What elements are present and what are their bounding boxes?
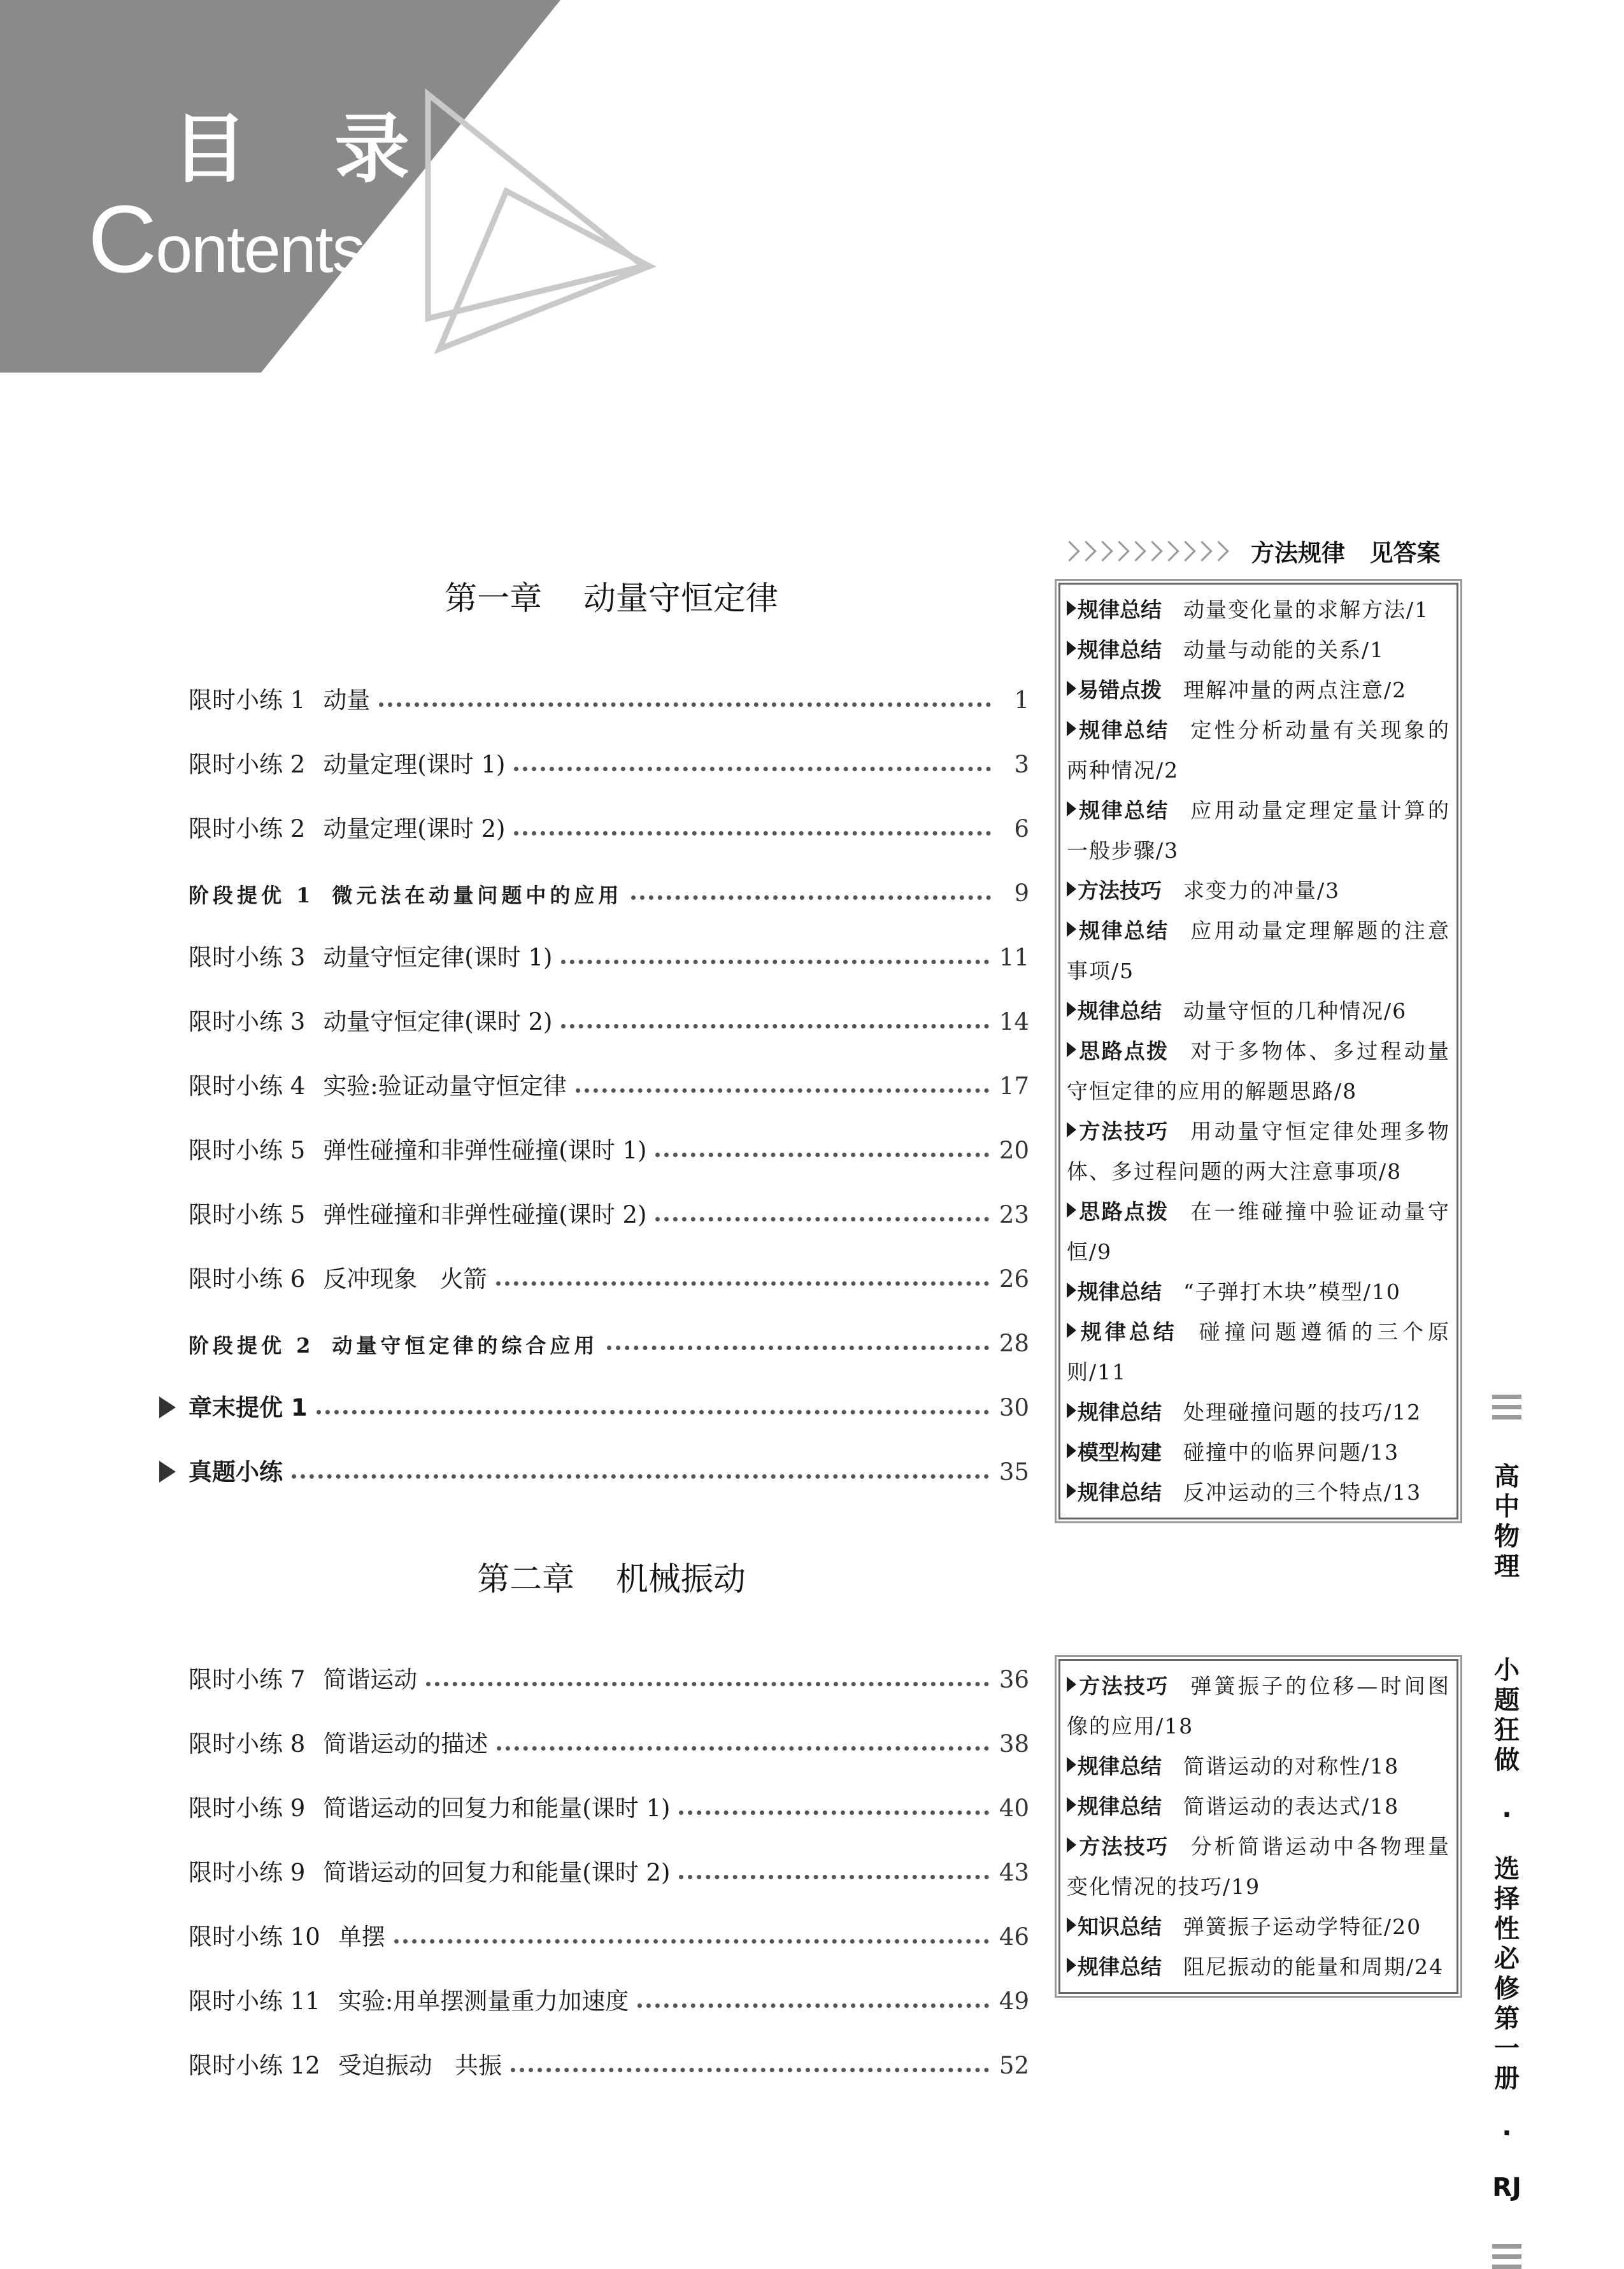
- method-entry-category: 思路点拨: [1078, 1199, 1169, 1224]
- chapter-1-title: 第一章 动量守恒定律: [445, 580, 778, 618]
- toc-row[interactable]: [189, 934, 1029, 972]
- method-entry: [1067, 1947, 1450, 1987]
- triangle-bullet-icon: [1067, 1443, 1076, 1458]
- method-entry-text: 弹簧振子运动学特征/20: [1183, 1914, 1422, 1939]
- dot-leader: [679, 1875, 988, 1879]
- spine-text: [1489, 1432, 1525, 2233]
- page-title: 目 录: [172, 105, 441, 193]
- dot-leader: [679, 1810, 988, 1815]
- dot-leader: [317, 1410, 989, 1414]
- toc-row-label: 限时小练 4: [189, 1072, 306, 1100]
- method-entry-category: 规律总结: [1078, 1754, 1162, 1779]
- toc-row-title: 单摆: [338, 1923, 385, 1951]
- dot-leader: [426, 1682, 989, 1686]
- method-entry-category: 规律总结: [1078, 1319, 1178, 1344]
- toc-row[interactable]: [189, 805, 1029, 843]
- toc-row-label: 限时小练 1: [189, 686, 306, 714]
- triangle-bullet-icon: [1067, 1677, 1076, 1692]
- toc-row-page: 28: [999, 1329, 1029, 1357]
- toc-row-title: 实验:验证动量守恒定律: [323, 1072, 567, 1100]
- toc-row[interactable]: [189, 1191, 1029, 1229]
- method-entry-text: 碰撞问题遵循的三个原则/11: [1067, 1319, 1451, 1384]
- spine-subject: 高中物理: [1494, 1462, 1520, 1581]
- toc-row-label: 限时小练 3: [189, 943, 306, 971]
- method-entry-text: 处理碰撞问题的技巧/12: [1183, 1400, 1422, 1425]
- dot-leader: [497, 1746, 989, 1751]
- toc-row-page: 3: [1014, 750, 1029, 778]
- triangle-bullet-icon: [1067, 1323, 1076, 1338]
- method-entry-text: 动量变化量的求解方法/1: [1183, 597, 1430, 622]
- chapter-2-title: 第二章 机械振动: [477, 1561, 746, 1598]
- toc-row[interactable]: [189, 1913, 1029, 1951]
- toc-row-label: 阶段提优 2: [189, 1333, 315, 1358]
- method-entry-text: 动量守恒的几种情况/6: [1183, 999, 1407, 1023]
- method-entry-text: 应用动量定理定量计算的一般步骤/3: [1067, 798, 1451, 863]
- dot-leader: [394, 1939, 989, 1944]
- triangle-bullet-icon: [1067, 1483, 1076, 1498]
- toc-row-label: 限时小练 10: [189, 1923, 320, 1951]
- toc-row-page: 23: [999, 1200, 1029, 1228]
- method-entry-category: 规律总结: [1078, 1954, 1162, 1979]
- toc-row[interactable]: [189, 1448, 1029, 1486]
- toc-row-label: 限时小练 9: [189, 1858, 306, 1886]
- toc-row-page: 36: [999, 1665, 1029, 1693]
- toc-row-title: 动量定理(课时 1): [323, 750, 506, 778]
- toc-row-title: 简谐运动: [323, 1665, 418, 1693]
- triangle-bullet-icon: [1067, 1283, 1076, 1298]
- toc-row-label: 限时小练 9: [189, 1794, 306, 1822]
- toc-row-page: 49: [999, 1987, 1029, 2015]
- triangle-bullet-icon: [1067, 1917, 1076, 1933]
- toc-row-page: 35: [999, 1458, 1029, 1486]
- toc-row-page: 30: [999, 1393, 1029, 1421]
- triangle-bullet-icon: [1067, 1757, 1076, 1772]
- method-entry: [1067, 1191, 1450, 1272]
- method-entry: [1067, 1746, 1450, 1786]
- toc-row-page: 1: [1014, 686, 1029, 714]
- toc-row-page: 14: [999, 1007, 1029, 1035]
- method-entry: [1067, 1666, 1450, 1746]
- toc-row-title: 简谐运动的回复力和能量(课时 1): [323, 1794, 671, 1822]
- toc-row[interactable]: [189, 1977, 1029, 2016]
- method-entry-category: 规律总结: [1078, 798, 1169, 823]
- page-subtitle-rest: ontents: [155, 213, 364, 287]
- toc-row[interactable]: [189, 2042, 1029, 2080]
- dot-leader: [514, 831, 991, 836]
- toc-row[interactable]: [189, 1127, 1029, 1165]
- spine-edition: RJ: [1492, 2173, 1521, 2202]
- dot-leader: [655, 1217, 988, 1221]
- toc-row[interactable]: [189, 1062, 1029, 1100]
- spine-bottom-bars: [1492, 2244, 1521, 2269]
- toc-row-label: 限时小练 5: [189, 1200, 306, 1228]
- method-entry-category: 方法技巧: [1078, 1119, 1169, 1144]
- triangle-bullet-icon: [1067, 1042, 1076, 1057]
- triangle-bullet-icon: [1067, 881, 1076, 897]
- method-entry-category: 思路点拨: [1078, 1039, 1169, 1063]
- method-entry-text: 反冲运动的三个特点/13: [1183, 1480, 1422, 1505]
- toc-row-page: 46: [999, 1923, 1029, 1951]
- toc-row[interactable]: [189, 1656, 1029, 1694]
- toc-row-label: 真题小练: [189, 1458, 283, 1486]
- method-entry-text: 理解冲量的两点注意/2: [1183, 678, 1407, 702]
- method-entry-text: 碰撞中的临界问题/13: [1183, 1440, 1400, 1465]
- toc-row-page: 11: [999, 943, 1029, 971]
- triangle-bullet-icon: [1067, 721, 1076, 736]
- method-entry-category: 知识总结: [1078, 1914, 1162, 1939]
- play-triangles-icon: [428, 94, 650, 349]
- method-entry-text: “子弹打木块”模型/10: [1183, 1279, 1401, 1304]
- toc-row[interactable]: [189, 998, 1029, 1036]
- spine-separator: ·: [1502, 1800, 1512, 1830]
- method-entry: [1067, 1312, 1450, 1392]
- method-entry-text: 求变力的冲量/3: [1183, 878, 1341, 903]
- method-entry: [1067, 630, 1450, 670]
- toc-row-title: 简谐运动的回复力和能量(课时 2): [323, 1858, 671, 1886]
- method-entry-text: 简谐运动的表达式/18: [1183, 1794, 1400, 1819]
- method-entry-category: 模型构建: [1078, 1440, 1162, 1465]
- play-triangle-icon: [159, 1397, 176, 1418]
- toc-row-label: 限时小练 2: [189, 750, 306, 778]
- toc-row-title: 动量守恒定律(课时 2): [323, 1007, 553, 1035]
- toc-row-title: 动量守恒定律的综合应用: [332, 1333, 599, 1358]
- triangle-bullet-icon: [1067, 1202, 1076, 1218]
- triangle-bullet-icon: [1067, 1797, 1076, 1812]
- toc-row-label: 阶段提优 1: [189, 883, 315, 907]
- dot-leader: [637, 2003, 989, 2008]
- triangle-bullet-icon: [1067, 601, 1076, 616]
- toc-row-page: 9: [1014, 879, 1029, 907]
- toc-row-page: 17: [999, 1072, 1029, 1100]
- dot-leader: [496, 1281, 989, 1286]
- toc-row[interactable]: [189, 1384, 1029, 1422]
- toc-row-label: 章末提优 1: [189, 1393, 308, 1421]
- triangle-bullet-icon: [1067, 1122, 1076, 1137]
- method-entry: [1067, 590, 1450, 630]
- toc-row[interactable]: [189, 741, 1029, 779]
- method-entry-text: 阻尼振动的能量和周期/24: [1183, 1954, 1444, 1979]
- method-entry-text: 对于多物体、多过程动量守恒定律的应用的解题思路/8: [1067, 1039, 1451, 1104]
- toc-row-title: 弹性碰撞和非弹性碰撞(课时 2): [323, 1200, 647, 1228]
- method-entry-text: 在一维碰撞中验证动量守恒/9: [1067, 1199, 1451, 1264]
- spine-volume: 选择性必修第一册: [1494, 1854, 1520, 2093]
- toc-row[interactable]: [189, 676, 1029, 715]
- triangle-bullet-icon: [1067, 921, 1076, 937]
- method-entry: [1067, 1826, 1450, 1907]
- dot-leader: [511, 2068, 989, 2072]
- method-entry-text: 用动量守恒定律处理多物体、多过程问题的两大注意事项/8: [1067, 1119, 1451, 1184]
- toc-row-label: 限时小练 11: [189, 1987, 320, 2015]
- dot-leader: [607, 1346, 988, 1350]
- toc-row-title: 微元法在动量问题中的应用: [332, 883, 623, 907]
- toc-row[interactable]: [189, 869, 1029, 907]
- method-entry-category: 规律总结: [1078, 597, 1162, 622]
- dot-leader: [655, 1153, 988, 1157]
- toc-row-title: 受迫振动 共振: [338, 2051, 502, 2079]
- method-entry-category: 规律总结: [1078, 1279, 1162, 1304]
- toc-row-title: 实验:用单摆测量重力加速度: [338, 1987, 629, 2015]
- toc-row-title: 弹性碰撞和非弹性碰撞(课时 1): [323, 1136, 647, 1164]
- spine-series: 小题狂做: [1494, 1656, 1520, 1775]
- triangle-bullet-icon: [1067, 681, 1076, 696]
- toc-row[interactable]: [189, 1255, 1029, 1293]
- triangle-bullet-icon: [1067, 1958, 1076, 1973]
- toc-row-title: 简谐运动的描述: [323, 1730, 488, 1758]
- method-entry-category: 规律总结: [1078, 718, 1169, 743]
- method-entry: [1067, 991, 1450, 1031]
- method-entry-text: 分析简谐运动中各物理量变化情况的技巧/19: [1067, 1834, 1451, 1899]
- page-subtitle: [88, 185, 364, 292]
- method-entry: [1067, 1272, 1450, 1312]
- method-entry-category: 易错点拨: [1078, 678, 1162, 702]
- toc-row-label: 限时小练 6: [189, 1265, 306, 1293]
- method-entry-category: 规律总结: [1078, 1400, 1162, 1425]
- method-entry: [1067, 1472, 1450, 1512]
- answer-panel-heading: 方法规律 见答案: [1251, 539, 1441, 567]
- method-entry-category: 方法技巧: [1078, 878, 1162, 903]
- method-entry: [1067, 1392, 1450, 1432]
- method-entry-text: 定性分析动量有关现象的两种情况/2: [1067, 718, 1451, 783]
- toc-row-label: 限时小练 2: [189, 814, 306, 843]
- play-triangle-icon: [159, 1461, 176, 1483]
- toc-row[interactable]: [189, 1849, 1029, 1887]
- dot-leader: [292, 1474, 989, 1479]
- book-spine-title: [1489, 1395, 1525, 2269]
- method-entry: [1067, 1031, 1450, 1111]
- spine-top-bars: [1492, 1395, 1521, 1419]
- method-entry-category: 规律总结: [1078, 637, 1162, 662]
- toc-row-page: 43: [999, 1858, 1029, 1886]
- toc-row[interactable]: [189, 1319, 1029, 1358]
- toc-row-label: 限时小练 7: [189, 1665, 306, 1693]
- method-entry: [1067, 911, 1450, 991]
- triangle-bullet-icon: [1067, 1002, 1076, 1017]
- toc-row[interactable]: [189, 1720, 1029, 1758]
- dot-leader: [514, 767, 991, 771]
- method-entry-text: 动量与动能的关系/1: [1183, 637, 1385, 662]
- triangle-bullet-icon: [1067, 1403, 1076, 1418]
- dot-leader: [576, 1088, 989, 1093]
- method-entry: [1067, 1786, 1450, 1826]
- page-subtitle-initial: C: [88, 185, 156, 292]
- triangle-bullet-icon: [1067, 641, 1076, 656]
- method-entry: [1067, 1432, 1450, 1472]
- method-entry-text: 弹簧振子的位移—时间图像的应用/18: [1067, 1674, 1451, 1739]
- dot-leader: [631, 895, 991, 900]
- toc-row-page: 40: [999, 1794, 1029, 1822]
- toc-row-page: 26: [999, 1265, 1029, 1293]
- method-entry: [1067, 1907, 1450, 1947]
- toc-row-title: 动量: [323, 686, 371, 714]
- method-entry-category: 方法技巧: [1078, 1674, 1169, 1698]
- method-entry-text: 应用动量定理解题的注意事项/5: [1067, 918, 1451, 983]
- method-entry: [1067, 871, 1450, 911]
- dot-leader: [379, 702, 991, 707]
- toc-row-page: 20: [999, 1136, 1029, 1164]
- answer-panel-chapter-2: [1058, 1659, 1458, 1994]
- chevron-strip-icon: [1062, 544, 1228, 558]
- method-entry-category: 规律总结: [1078, 999, 1162, 1023]
- toc-row-label: 限时小练 12: [189, 2051, 320, 2079]
- spine-separator: ·: [1502, 2119, 1512, 2148]
- toc-row[interactable]: [189, 1784, 1029, 1823]
- method-entry-category: 方法技巧: [1078, 1834, 1169, 1859]
- method-entry: [1067, 1111, 1450, 1191]
- method-entry-category: 规律总结: [1078, 1794, 1162, 1819]
- toc-row-title: 反冲现象 火箭: [323, 1265, 487, 1293]
- method-entry: [1067, 790, 1450, 871]
- answer-panel-chapter-1: [1058, 583, 1458, 1519]
- method-entry-category: 规律总结: [1078, 1480, 1162, 1505]
- toc-row-label: 限时小练 3: [189, 1007, 306, 1035]
- method-entry: [1067, 670, 1450, 710]
- answer-panel-header: [1062, 534, 1441, 568]
- dot-leader: [561, 1024, 988, 1028]
- toc-row-label: 限时小练 5: [189, 1136, 306, 1164]
- toc-row-page: 38: [999, 1730, 1029, 1758]
- method-entry-text: 简谐运动的对称性/18: [1183, 1754, 1400, 1779]
- toc-row-page: 6: [1014, 814, 1029, 843]
- triangle-bullet-icon: [1067, 1837, 1076, 1853]
- dot-leader: [561, 960, 988, 964]
- triangle-bullet-icon: [1067, 801, 1076, 816]
- toc-row-page: 52: [999, 2051, 1029, 2079]
- method-entry: [1067, 710, 1450, 790]
- toc-row-label: 限时小练 8: [189, 1730, 306, 1758]
- toc-row-title: 动量守恒定律(课时 1): [323, 943, 553, 971]
- toc-row-title: 动量定理(课时 2): [323, 814, 506, 843]
- method-entry-category: 规律总结: [1078, 918, 1169, 943]
